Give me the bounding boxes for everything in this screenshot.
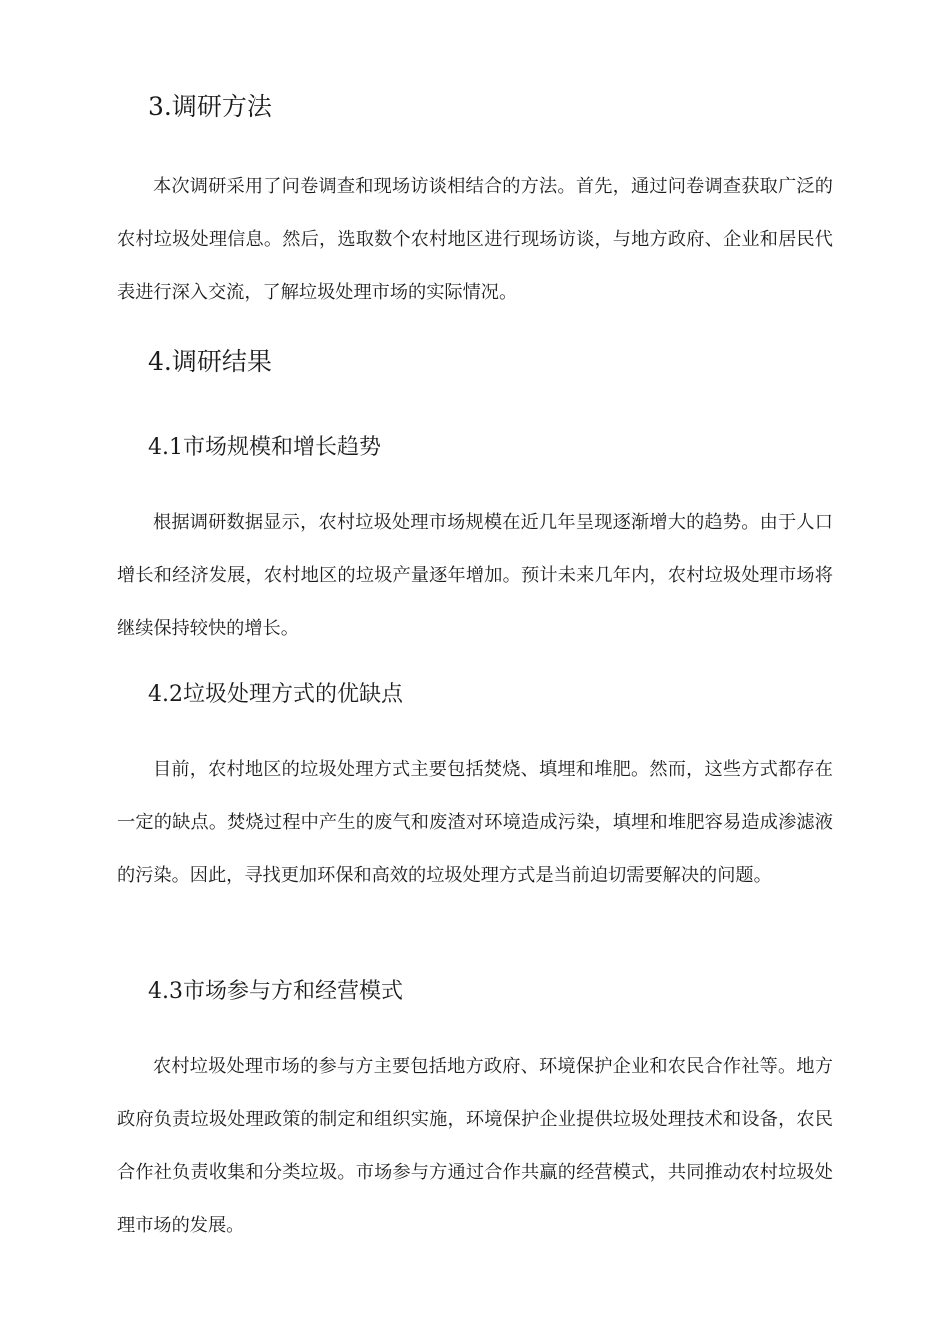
section-4-2-paragraph: 目前，农村地区的垃圾处理方式主要包括焚烧、填埋和堆肥。然而，这些方式都存在一定的缺点。焚烧过程中产生的废气和废渣对环境造成污染，填埋和堆肥容易造成渗滤液的污染。因此，寻找更加环保和高效的垃圾处理方式是当前迫切需要解决的问题。 (117, 759, 833, 886)
section-4-heading: 4.调研结果 (148, 347, 272, 376)
section-4-3-paragraph: 农村垃圾处理市场的参与方主要包括地方政府、环境保护企业和农民合作社等。地方政府负责垃圾处理政策的制定和组织实施，环境保护企业提供垃圾处理技术和设备，农民合作社负责收集和分类垃圾。市场参与方通过合作共赢的经营模式，共同推动农村垃圾处理市场的发展。 (117, 1056, 833, 1236)
section-4-1-heading: 4.1市场规模和增长趋势 (148, 435, 381, 460)
section-4-3-heading: 4.3市场参与方和经营模式 (148, 979, 403, 1004)
section-3-heading: 3.调研方法 (148, 92, 272, 121)
section-3-paragraph: 本次调研采用了问卷调查和现场访谈相结合的方法。首先，通过问卷调查获取广泛的农村垃圾处理信息。然后，选取数个农村地区进行现场访谈，与地方政府、企业和居民代表进行深入交流，了解垃圾处理市场的实际情况。 (117, 176, 833, 303)
section-4-1-paragraph: 根据调研数据显示，农村垃圾处理市场规模在近几年呈现逐渐增大的趋势。由于人口增长和经济发展，农村地区的垃圾产量逐年增加。预计未来几年内，农村垃圾处理市场将继续保持较快的增长。 (117, 512, 833, 639)
section-4-2-heading: 4.2垃圾处理方式的优缺点 (148, 682, 403, 707)
